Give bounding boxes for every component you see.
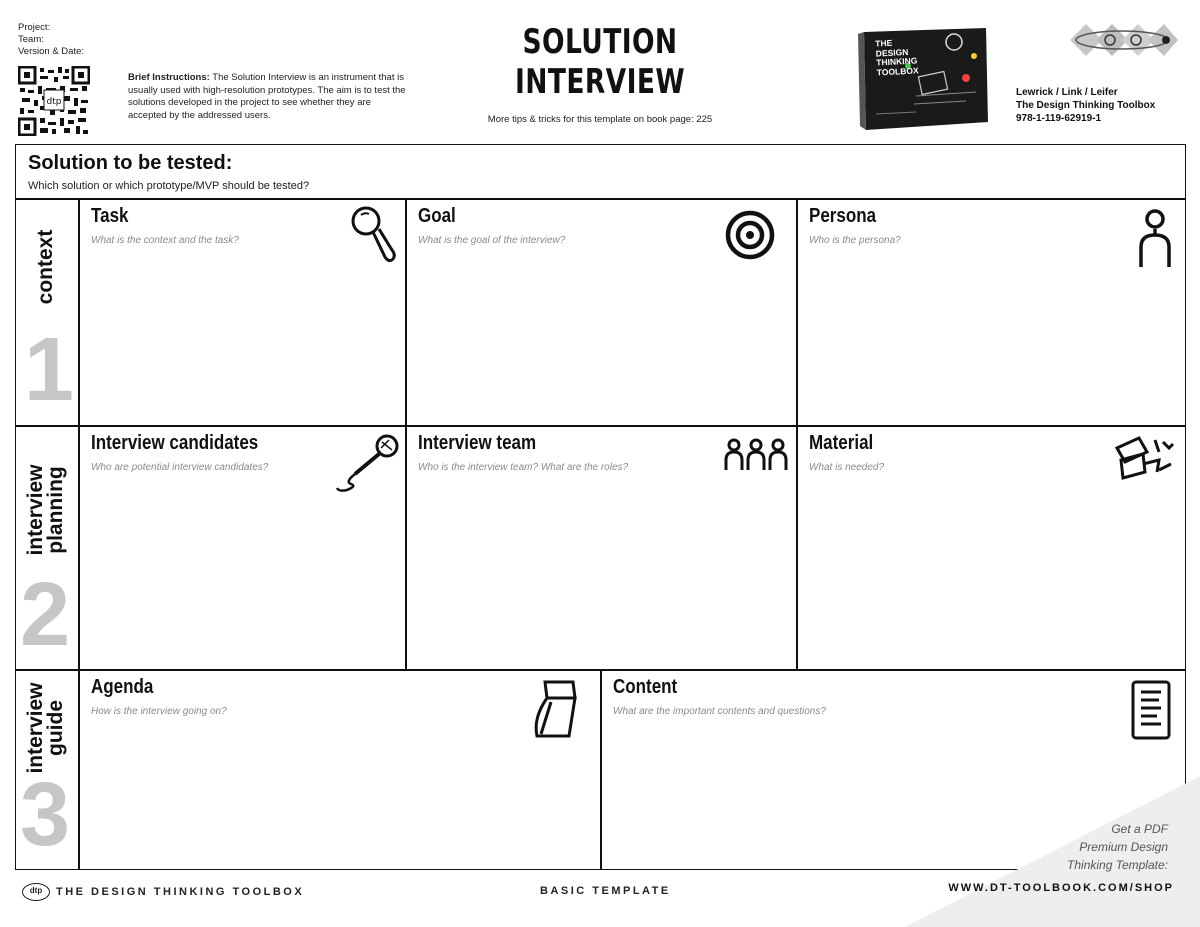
cell-title: Task [91,205,129,227]
qr-code-icon [18,66,90,136]
material-cell[interactable] [797,426,1185,669]
brief-instructions [128,72,408,122]
cell-question: How is the interview going on? [91,706,227,717]
page-title: SOLUTION INTERVIEW [515,22,685,102]
cell-title: Persona [809,205,877,227]
row-number: 3 [20,765,71,865]
svg-text:dtp: dtp [46,97,62,107]
cell-question: What is the goal of the interview? [418,235,566,246]
row-number: 2 [20,565,71,665]
cell-title: Interview team [418,432,537,454]
isbn-line: 978-1-119-62919-1 [1016,113,1102,124]
row-label-text: context [34,229,57,305]
toolbox-icon [1113,434,1175,486]
group-icon [724,438,788,472]
cell-title: Agenda [91,676,154,698]
document-list-icon [1129,678,1175,742]
project-meta [18,22,84,58]
notepad-icon [531,678,581,740]
team-label: Team: [18,34,44,45]
version-date-label: Version & Date: [18,46,85,57]
footer-template-type: BASIC TEMPLATE [540,885,671,897]
persona-cell[interactable] [797,199,1185,425]
book-title-line: The Design Thinking Toolbox [1016,100,1156,111]
task-cell[interactable] [79,199,405,425]
dt-logo-icon [1066,18,1178,62]
authors-line: Lewrick / Link / Leifer [1016,87,1118,98]
cell-title: Goal [418,205,456,227]
book-reference [1016,86,1155,125]
row-number: 1 [24,320,75,420]
cell-question: Who are potential interview candidates? [91,462,269,473]
person-icon [1135,207,1175,271]
row-label-context [16,199,76,425]
book-cover-title: THE DESIGN THINKING TOOLBOX [874,37,919,78]
solution-question: Which solution or which prototype/MVP should be tested? [28,180,310,192]
dtp-logo-icon: dtp [22,883,50,901]
cell-question: What are the important contents and questions? [613,706,826,717]
cell-title: Interview candidates [91,432,259,454]
magnifier-icon [349,203,397,267]
microphone-icon [335,432,403,492]
cell-question: Who is the interview team? What are the roles? [418,462,629,473]
team-cell[interactable] [406,426,796,669]
cell-question: Who is the persona? [809,235,901,246]
shop-link[interactable]: WWW.DT-TOOLBOOK.COM/SHOP [948,882,1174,894]
brief-label: Brief Instructions: [128,72,210,83]
row-label-guide [16,670,76,870]
project-label: Project: [18,22,51,33]
agenda-cell[interactable] [79,670,600,870]
row-label-planning [16,426,76,669]
row-label-text: interview guide [24,682,67,774]
promo-text: Get a PDF Premium Design Thinking Template: [1067,822,1168,872]
candidates-cell[interactable] [79,426,405,669]
footer-brand-text: THE DESIGN THINKING TOOLBOX [56,885,305,898]
cell-title: Content [613,676,678,698]
cell-question: What is needed? [809,462,885,473]
brief-text: The Solution Interview is an instrument that is usually used with high-resolution prototypes. The aim is to test the solutions developed in the project to see whether they are accepted by the addressed users. [128,72,406,121]
tips-note: More tips & tricks for this template on book page: 225 [487,114,713,125]
footer-brand [22,883,304,901]
row-label-text: interview planning [24,464,67,556]
cell-question: What is the context and the task? [91,235,239,246]
book-cover [856,26,992,130]
cell-title: Material [809,432,874,454]
goal-cell[interactable] [406,199,796,425]
solution-title: Solution to be tested: [28,152,233,174]
target-icon [724,207,776,263]
